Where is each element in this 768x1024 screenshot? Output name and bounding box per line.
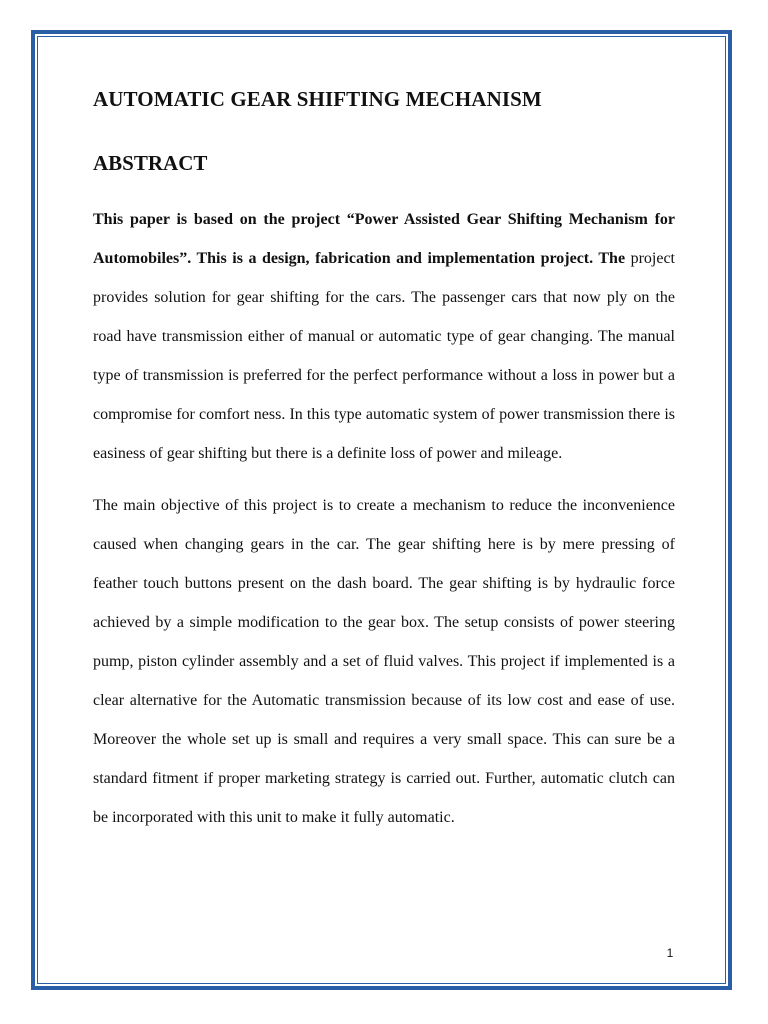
paragraph-1-lead-text: This paper is based on the project “Power Assisted Gear Shifting Mechanism for Automobiles”. This is a design, fabrication and implementation project. The <box>93 211 675 267</box>
abstract-paragraph-2: The main objective of this project is to create a mechanism to reduce the inconvenience caused when changing gears in the car. The gear shifting here is by mere pressing of feather touch buttons present on the dash board. The gear shifting is by hydraulic force achieved by a simple modification to the gear box. The setup consists of power steering pump, piston cylinder assembly and a set of fluid valves. This project if implemented is a clear alternative for the Automatic transmission because of its low cost and ease of use. Moreover the whole set up is small and requires a very small space. This can sure be a standard fitment if proper marketing strategy is carried out. Further, automatic clutch can be incorporated with this unit to make it fully automatic. <box>93 497 675 826</box>
page-content <box>93 84 675 837</box>
page-number: 1 <box>666 946 674 960</box>
abstract-heading: ABSTRACT <box>93 151 208 175</box>
paragraph-1-body-text: project provides solution for gear shifting for the cars. The passenger cars that now ply on the road have transmission either of manual or automatic type of gear changing. The manual type of transmission is preferred for the perfect performance without a loss in power but a compromise for comfort ness. In this type automatic system of power transmission there is easiness of gear shifting but there is a definite loss of power and mileage. <box>93 250 675 462</box>
abstract-paragraph-1 <box>93 200 675 473</box>
document-title: AUTOMATIC GEAR SHIFTING MECHANISM <box>93 87 542 111</box>
